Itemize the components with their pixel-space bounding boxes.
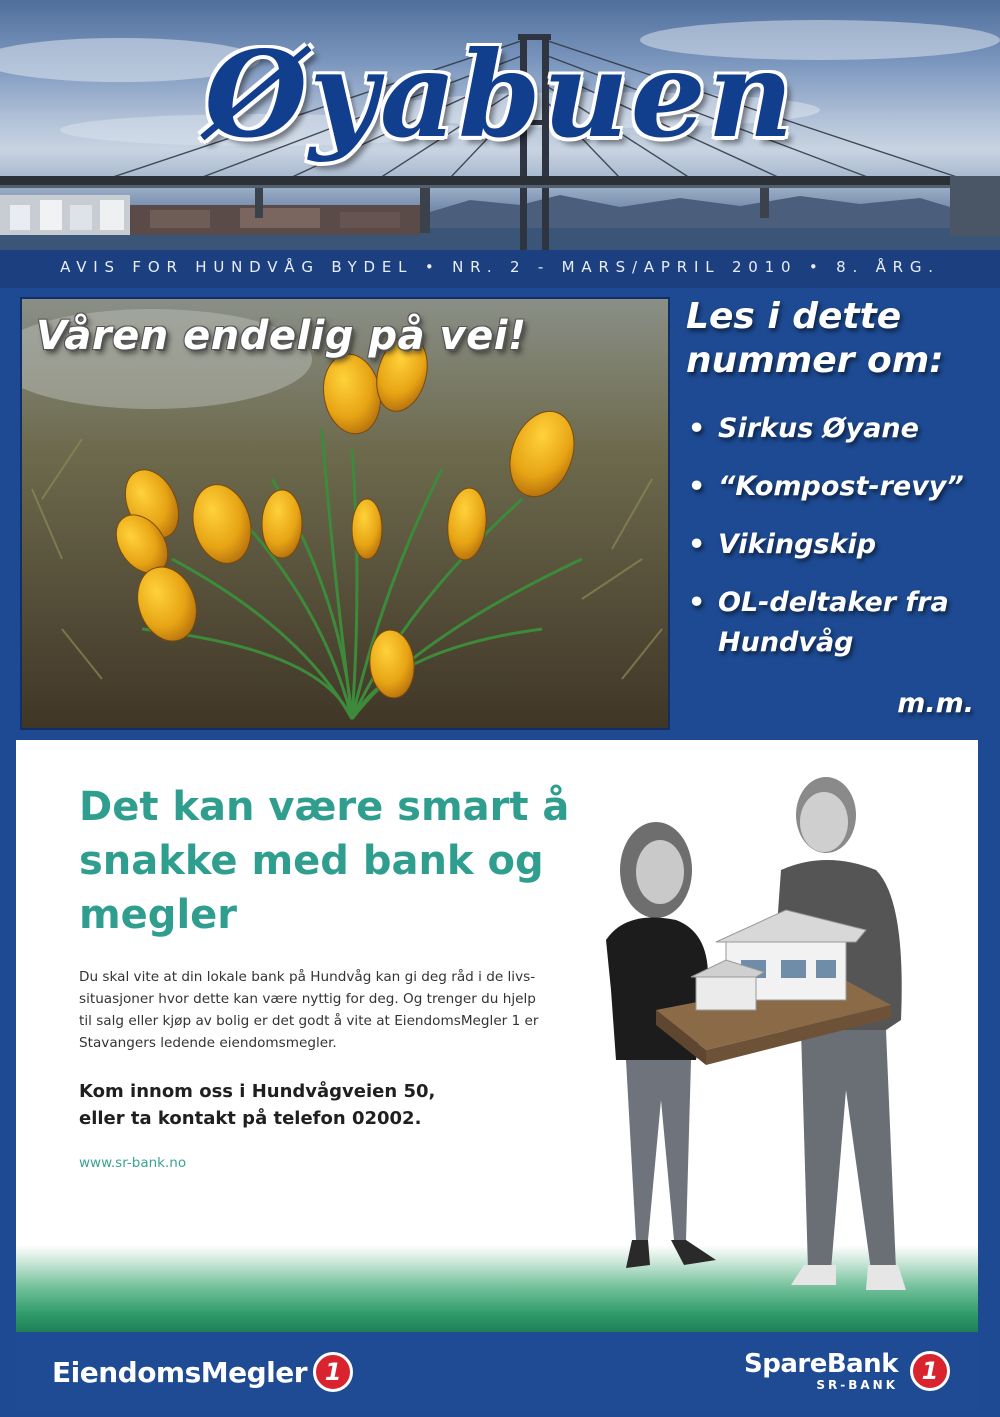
masthead-title: Øyabuen	[204, 25, 796, 164]
bullet-icon: •	[688, 413, 706, 444]
photo-caption: Våren endelig på vei!	[36, 313, 527, 359]
contents-heading: Les i dette nummer om:	[686, 296, 944, 381]
contents-item	[680, 583, 990, 663]
contents-panel	[680, 295, 990, 735]
contents-item	[680, 525, 990, 565]
sparebank-logo-subtext: SR-BANK	[816, 1378, 898, 1392]
couple-with-house-model-image	[586, 760, 956, 1320]
sparebank-logo-stack	[744, 1350, 898, 1392]
contents-list	[680, 409, 990, 681]
ad-footer	[16, 1332, 978, 1410]
bullet-icon: •	[688, 587, 706, 618]
contents-item	[680, 409, 990, 449]
issue-bar	[0, 250, 1000, 288]
contents-item-label: Vikingskip	[718, 529, 877, 560]
ad-call-to-action	[79, 1078, 549, 1132]
contents-item-label: Sirkus Øyane	[718, 413, 919, 444]
issue-line: AVIS FOR HUNDVÅG BYDEL • NR. 2 - MARS/APRIL 2010 • 8. ÅRG.	[60, 258, 940, 276]
contents-more: m.m.	[897, 688, 974, 719]
ad-cta-line2: eller ta kontakt på telefon 02002.	[79, 1108, 422, 1129]
ad-cta-line1: Kom innom oss i Hundvågveien 50,	[79, 1081, 436, 1102]
ad-headline: Det kan være smart å snakke med bank og megler	[79, 784, 570, 938]
sparebank-logo[interactable]	[744, 1344, 950, 1398]
sparebank-logo-text: SpareBank	[743, 1349, 898, 1379]
ad-body-text: Du skal vite at din lokale bank på Hundvåg kan gi deg råd i de livs-situasjoner hvor dette kan være nyttig for deg. Og trenger du hjelp til salg eller kjøp av bolig er det godt å vite at EiendomsMegler 1 er Stavangers ledende eiendomsmegler.	[79, 969, 539, 1051]
bank-advertisement	[16, 740, 978, 1332]
masthead	[0, 0, 1000, 258]
contents-item-label: “Kompost-revy”	[718, 471, 964, 502]
bullet-icon: •	[688, 471, 706, 502]
ad-website-link[interactable]: www.sr-bank.no	[79, 1155, 187, 1171]
sparebank-badge-icon: 1	[910, 1351, 950, 1391]
eiendomsmegler-badge-icon: 1	[313, 1352, 353, 1392]
bullet-icon: •	[688, 529, 706, 560]
cover-photo	[20, 297, 670, 730]
eiendomsmegler-logo[interactable]	[52, 1350, 353, 1394]
eiendomsmegler-logo-text: EiendomsMegler	[52, 1355, 308, 1389]
contents-item-label: OL-deltaker fra Hundvåg	[718, 587, 949, 658]
contents-item	[680, 467, 990, 507]
crocus-image	[22, 299, 670, 730]
